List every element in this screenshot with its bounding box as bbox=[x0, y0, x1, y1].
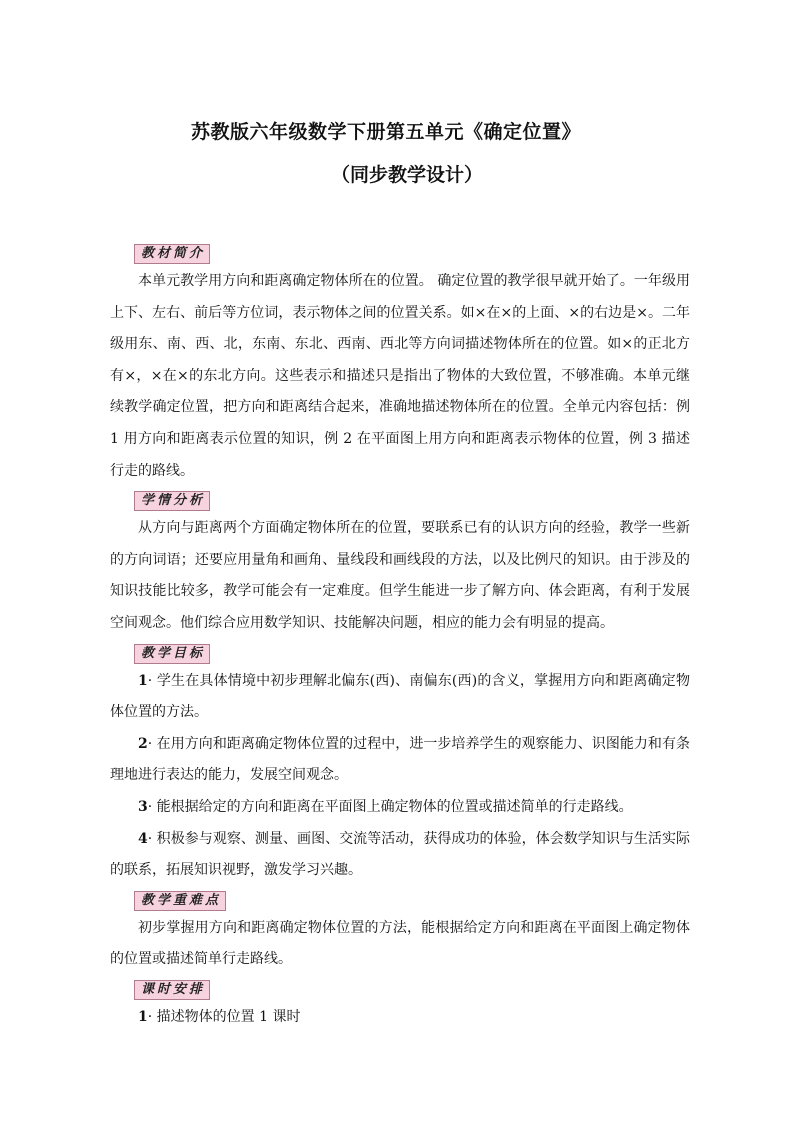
goal-item bbox=[110, 824, 690, 887]
goal-number: 1 bbox=[138, 672, 148, 689]
schedule-text: · 描述物体的位置 1 课时 bbox=[147, 1008, 301, 1025]
schedule-item bbox=[110, 1002, 690, 1034]
goal-text: · 能根据给定的方向和距离在平面图上确定物体的位置或描述简单的行走路线。 bbox=[147, 798, 633, 815]
section-tag: 课时安排 bbox=[134, 980, 210, 1000]
section-key-points bbox=[110, 887, 690, 976]
schedule-number: 1 bbox=[138, 1008, 148, 1025]
goal-number: 3 bbox=[138, 798, 148, 815]
document-body bbox=[110, 240, 690, 1033]
paragraph: 初步掌握用方向和距离确定物体位置的方法，能根据给定方向和距离在平面图上确定物体的位置或描述简单行走路线。 bbox=[110, 919, 690, 968]
section-learner-analysis bbox=[110, 487, 690, 639]
goal-number: 4 bbox=[138, 830, 148, 847]
goal-item bbox=[110, 729, 690, 792]
document-title: 苏教版六年级数学下册第五单元《确定位置》 bbox=[190, 121, 581, 143]
section-tag: 学情分析 bbox=[134, 491, 210, 511]
goal-number: 2 bbox=[138, 735, 148, 752]
paragraph: 从方向与距离两个方面确定物体所在的位置，要联系已有的认识方向的经验，教学一些新的方向词语；还要应用量角和画角、量线段和画线段的方法，以及比例尺的知识。由于涉及的知识技能比较多，教学可能会有一定难度。但学生能进一步了解方向、体会距离，有利于发展空间观念。他们综合应用数学知识、技能解决问题，相应的能力会有明显的提高。 bbox=[110, 520, 690, 631]
section-lesson-schedule bbox=[110, 976, 690, 1034]
document-subtitle: （同步教学设计） bbox=[330, 164, 483, 186]
section-tag: 教材简介 bbox=[134, 244, 210, 264]
goal-item bbox=[110, 666, 690, 729]
section-textbook-intro bbox=[110, 240, 690, 487]
goal-item bbox=[110, 792, 690, 824]
goal-text: · 学生在具体情境中初步理解北偏东(西)、南偏东(西)的含义，掌握用方向和距离确定物体位置的方法。 bbox=[110, 672, 690, 721]
section-teaching-goals bbox=[110, 640, 690, 887]
goal-text: · 在用方向和距离确定物体位置的过程中，进一步培养学生的观察能力、识图能力和有条理地进行表达的能力，发展空间观念。 bbox=[110, 735, 690, 784]
paragraph: 本单元教学用方向和距离确定物体所在的位置。 确定位置的教学很早就开始了。一年级用上下、左右、前后等方位词，表示物体之间的位置关系。如×在×的上面、×的右边是×。二年级用东、南、西、北，东南、东北、西南、西北等方向词描述物体所在的位置。如×的正北方有×，×在×的东北方向。这些表示和描述只是指出了物体的大致位置，不够准确。本单元继续教学确定位置，把方向和距离结合起来，准确地描述物体所在的位置。全单元内容包括：例 1 用方向和距离表示位置的知识，例 2 在平面图上用方向和距离表示物体的位置，例 3 描述行走的路线。 bbox=[110, 273, 690, 479]
section-tag: 教学重难点 bbox=[134, 891, 226, 911]
goal-text: · 积极参与观察、测量、画图、交流等活动，获得成功的体验，体会数学知识与生活实际的联系，拓展知识视野，激发学习兴趣。 bbox=[110, 830, 690, 879]
section-tag: 教学目标 bbox=[134, 644, 210, 664]
